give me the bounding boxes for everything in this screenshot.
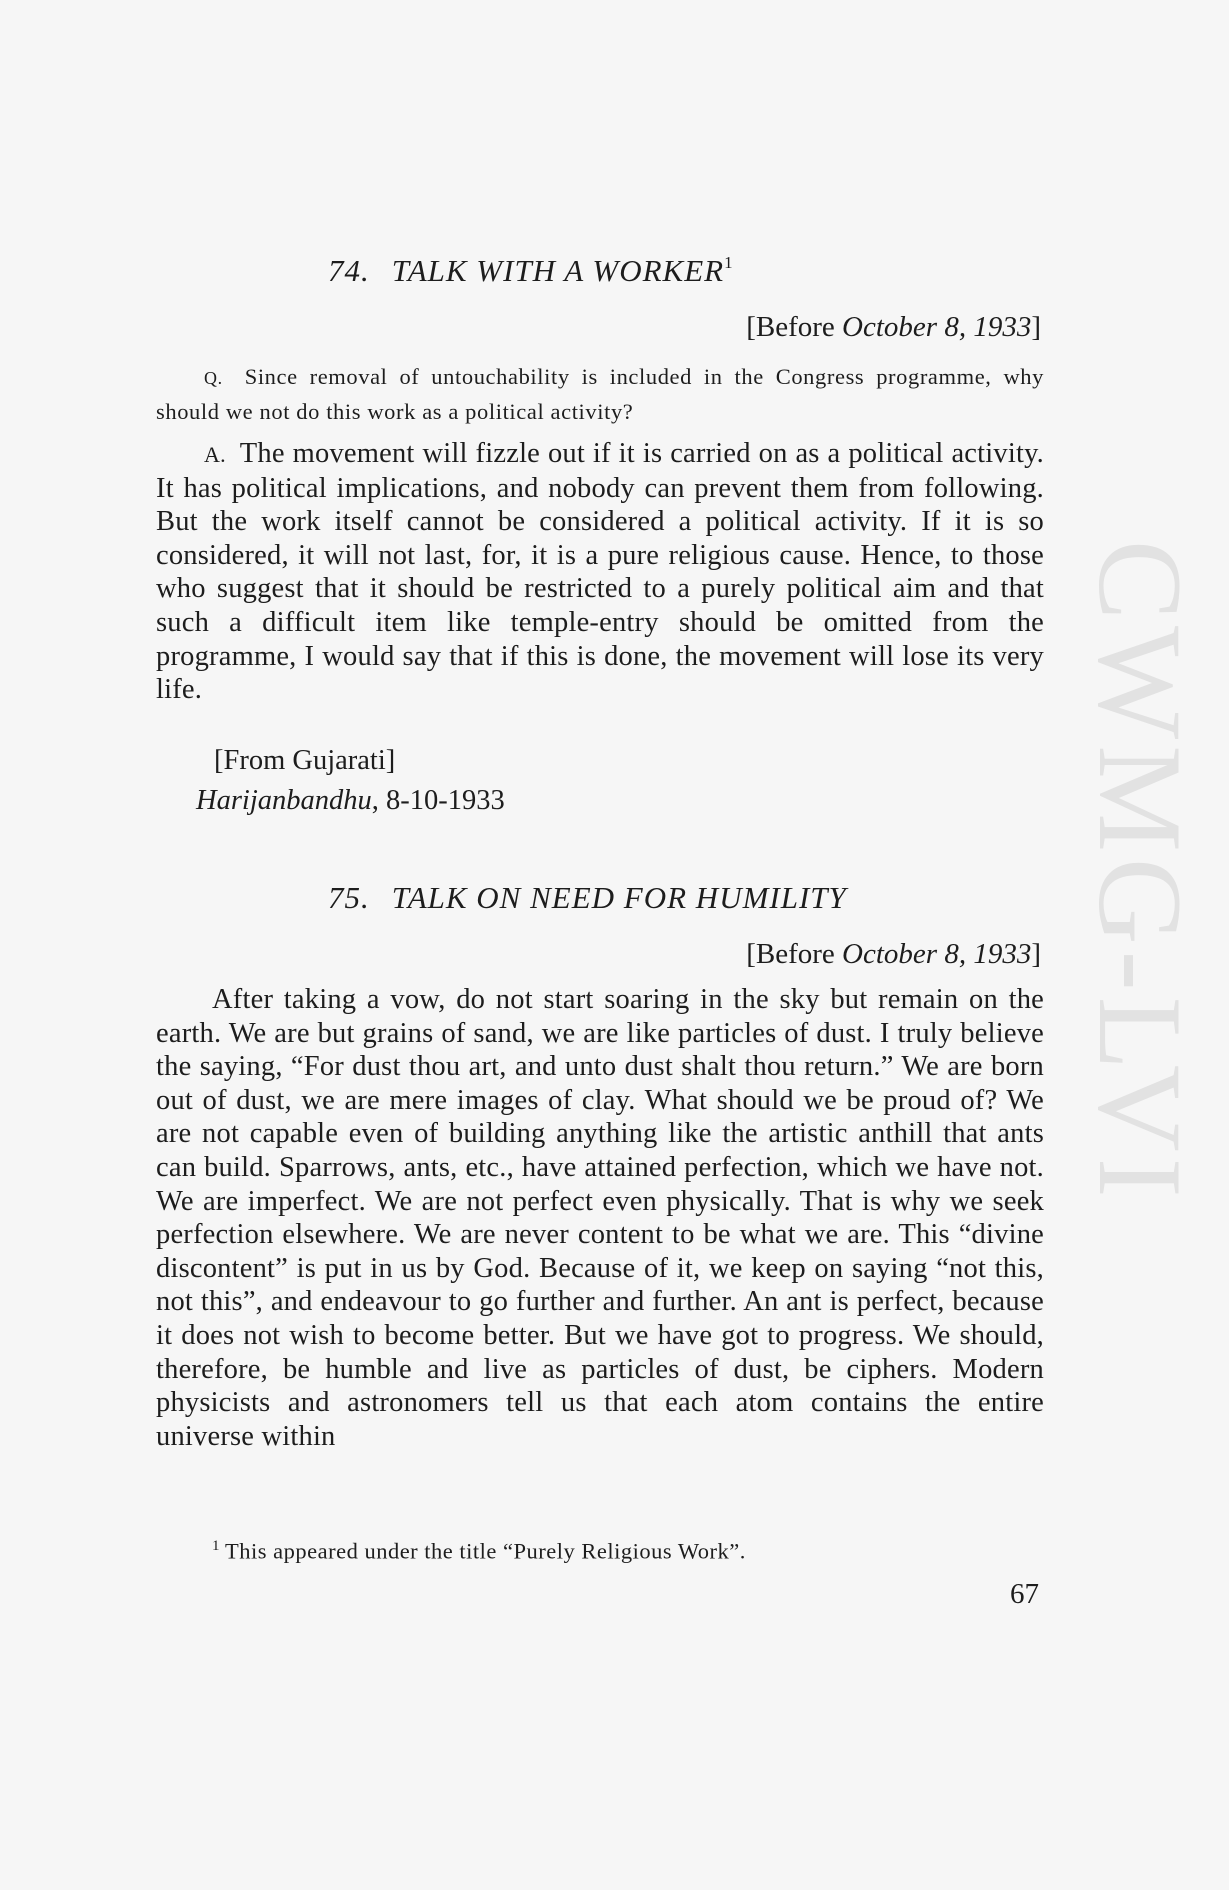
page-number: 67: [1010, 1578, 1039, 1610]
answer-label: A.: [204, 442, 226, 467]
body-paragraph: After taking a vow, do not start soaring in the sky but remain on the earth. We are but grains of sand, we are like particles of dust. I truly believe the saying, “For dust thou art, and unto dust shalt thou return.” We are born out of dust, we are mere images of clay. What should we be proud of? We are not capable even of building anything like the artistic anthill that ants can build. Sparrows, ants, etc., have attained perfection, which we have not. We are imperfect. We are not perfect even physically. That is why we seek perfection elsewhere. We are never content to be what we are. This “divine discontent” is put in us by God. Because of it, we keep on saying “not this, not this”, and endeavour to go further and further. An ant is perfect, because it does not wish to become better. But we have got to progress. We should, therefore, be humble and live as particles of dust, be ciphers. Modern physicists and astronomers tell us that each atom contains the entire universe within: [156, 984, 1044, 1452]
article-75-title: TALK ON NEED FOR HUMILITY: [391, 880, 847, 915]
question-label: Q.: [204, 368, 223, 388]
footnote: [212, 1538, 746, 1565]
source-note: [From Gujarati]: [214, 745, 396, 776]
answer-paragraph: [156, 437, 1044, 707]
svg-text:CWMG-LVI: CWMG-LVI: [1074, 540, 1207, 1204]
citation-date: , 8-10-1933: [371, 785, 505, 816]
article-75-dateline: [Before October 8, 1933]: [746, 938, 1041, 970]
question-text: Since removal of untouchability is included in the Congress programme, why should we not do this work as a political activity?: [156, 364, 1044, 424]
article-75-heading: [328, 880, 847, 916]
article-74-heading: [328, 253, 734, 289]
article-74-title: TALK WITH A WORKER: [391, 253, 725, 288]
citation-title: Harijanbandhu: [196, 785, 372, 816]
footnote-text: This appeared under the title “Purely Religious Work”.: [225, 1538, 746, 1564]
citation: [196, 785, 505, 817]
answer-text: The movement will fizzle out if it is carried on as a political activity. It has political implications, and nobody can prevent them from following. But the work itself cannot be considered a political activity. If it is so considered, it will not last, for, it is a pure religious cause. Hence, to those who suggest that it should be restricted to a purely political aim and that such a difficult item like temple-entry should be omitted from the programme, I would say that if this is done, the movement will lose its very life.: [156, 438, 1044, 706]
article-74-number: 74.: [328, 253, 370, 288]
question-paragraph: [156, 360, 1044, 428]
footnote-marker: 1: [724, 252, 734, 272]
footnote-number: 1: [212, 1538, 220, 1554]
article-75-number: 75.: [328, 880, 370, 915]
article-74-dateline: [Before October 8, 1933]: [746, 311, 1041, 343]
